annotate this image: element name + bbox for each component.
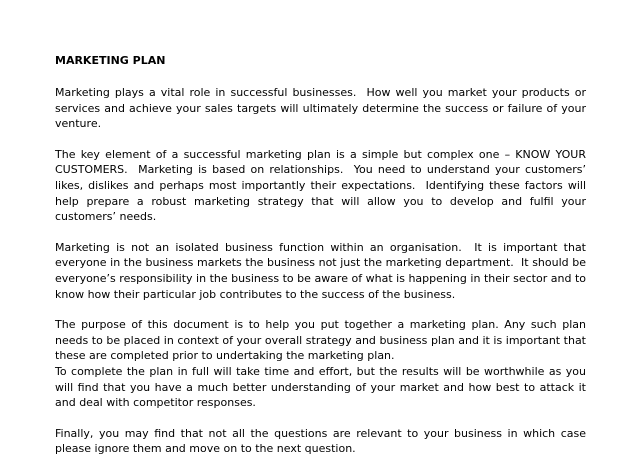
paragraph-complete-plan: To complete the plan in full will take time and effort, but the results will be worthwhile as you will find that you have a much better understanding of your market and how best to attack it and deal with competitor responses. [55,364,590,410]
paragraph-purpose: The purpose of this document is to help you put together a marketing plan. Any such plan needs to be placed in context of your overall strategy and business plan and it is important that these are completed prior to undertaking the marketing plan. [55,318,590,363]
document-page [55,53,590,472]
paragraph-know-customers: The key element of a successful marketing plan is a simple but complex one – KNOW YOUR CUSTOMERS. Marketing is based on relationships. You need to understand your customers’ likes, dislikes and perhaps most importantly their expectations. Identifying these factors will help prepare a robust marketing strategy that will allow you to develop and fulfil your customers’ needs. [55,147,590,224]
paragraph-finally: Finally, you may find that not all the questions are relevant to your business in which case please ignore them and move on to the next question. [55,426,590,456]
document-title: MARKETING PLAN [55,54,166,67]
paragraph-intro: Marketing plays a vital role in successful businesses. How well you market your products or services and achieve your sales targets will ultimately determine the success or failure of your venture. [55,86,590,131]
paragraph-business-function: Marketing is not an isolated business function within an organisation. It is important that everyone in the business markets the business not just the marketing department. It should be everyone’s responsibility in the business to be aware of what is happening in their sector and to know how their particular job contributes to the success of the business. [55,240,590,301]
